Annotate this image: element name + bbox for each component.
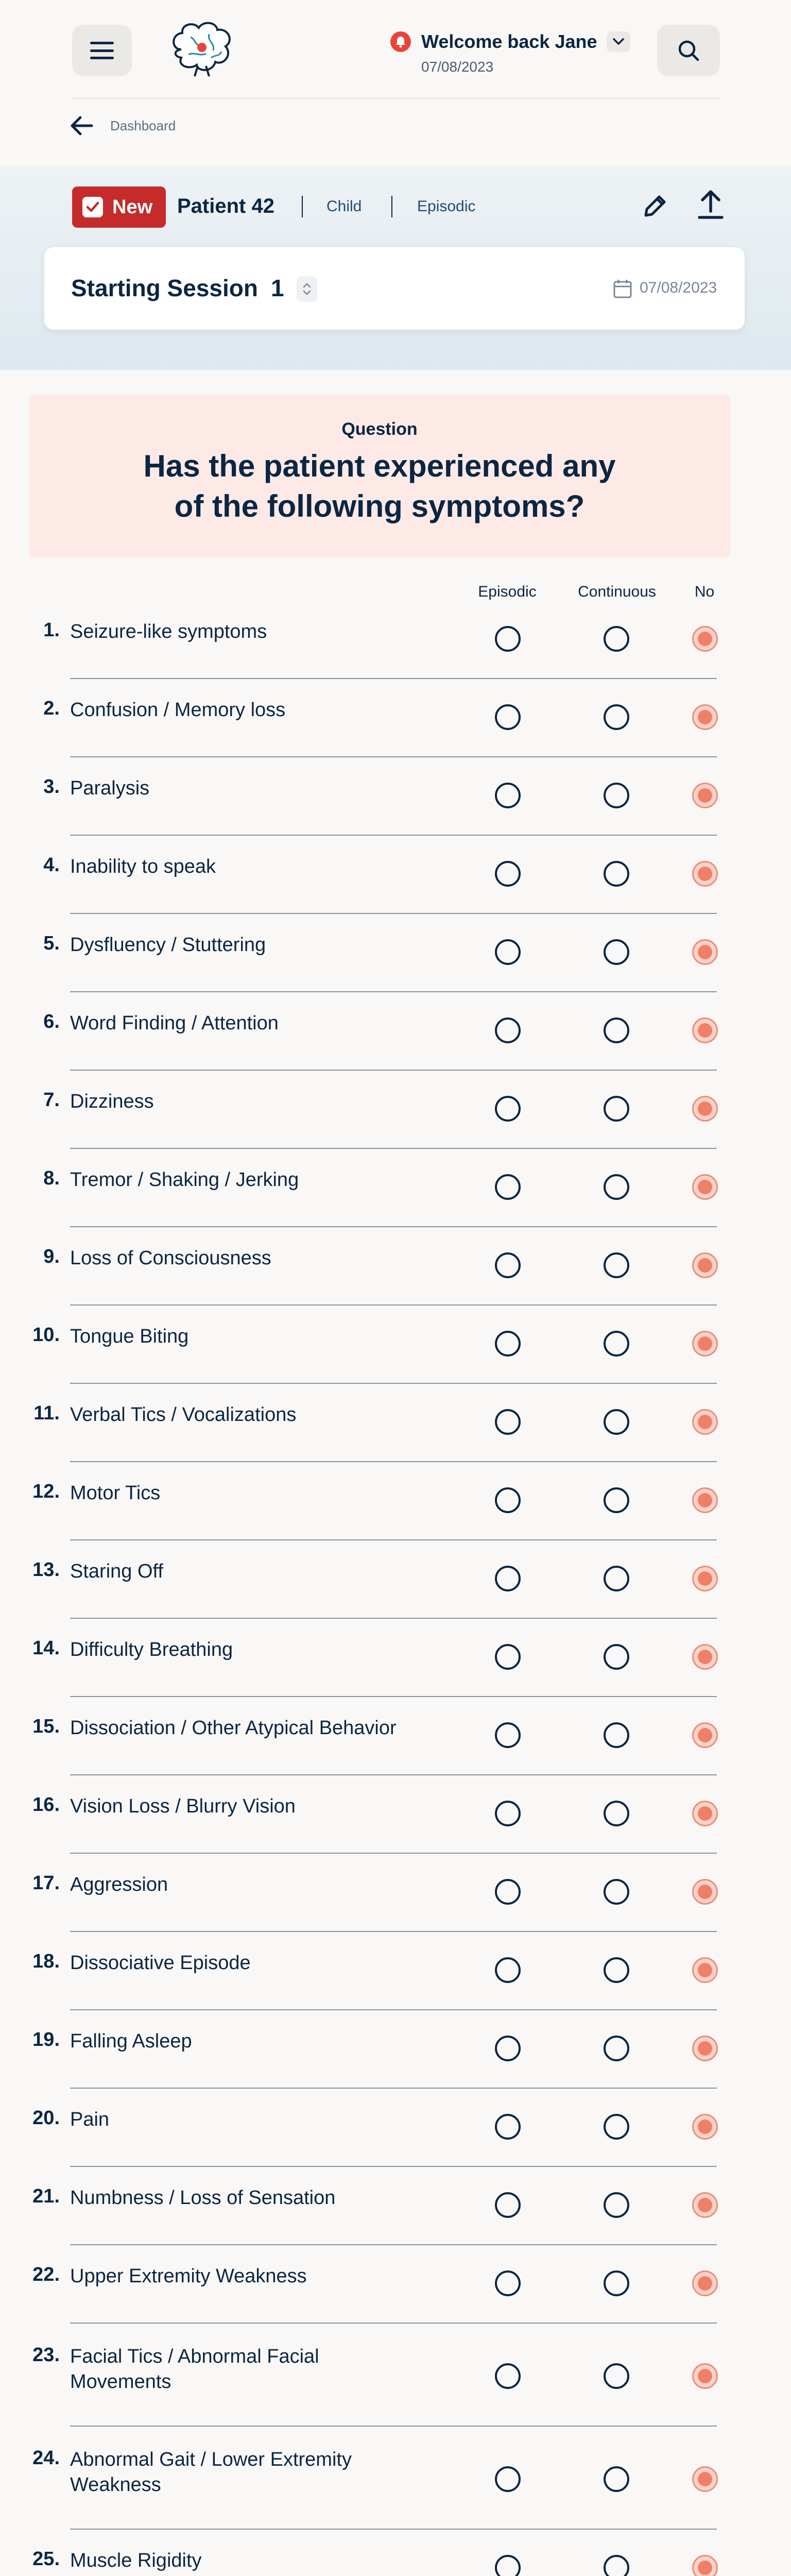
breadcrumb[interactable]: [69, 112, 176, 139]
radio-continuous[interactable]: [604, 2466, 629, 2492]
symptom-row: [0, 1775, 791, 1854]
symptom-row: [0, 1854, 791, 1932]
radio-continuous[interactable]: [604, 2114, 629, 2140]
session-title: Starting Session: [71, 275, 258, 301]
radio-episodic[interactable]: [495, 626, 521, 652]
radio-no[interactable]: [692, 1566, 718, 1591]
symptom-label: Word Finding / Attention: [70, 1012, 279, 1034]
radio-no[interactable]: [692, 1644, 718, 1670]
radio-no[interactable]: [692, 2270, 718, 2296]
symptom-number: 2.: [43, 698, 60, 719]
checkbox-icon: [82, 197, 103, 217]
radio-continuous[interactable]: [604, 783, 629, 808]
symptom-row: [0, 836, 791, 914]
radio-episodic[interactable]: [495, 1174, 521, 1200]
symptom-label: Staring Off: [70, 1561, 163, 1582]
radio-episodic[interactable]: [495, 2270, 521, 2296]
symptom-row: [0, 1149, 791, 1227]
symptom-number: 18.: [32, 1951, 60, 1972]
symptom-number: 8.: [43, 1167, 60, 1189]
radio-no[interactable]: [692, 1879, 718, 1905]
radio-continuous[interactable]: [604, 1252, 629, 1278]
symptom-label: Paralysis: [70, 777, 150, 799]
radio-no[interactable]: [692, 2114, 718, 2140]
symptom-label: Falling Asleep: [70, 2030, 192, 2052]
symptom-row: [0, 1619, 791, 1697]
radio-no[interactable]: [692, 1487, 718, 1513]
radio-no[interactable]: [692, 861, 718, 887]
radio-episodic[interactable]: [495, 2192, 521, 2218]
symptom-number: 9.: [43, 1246, 60, 1267]
radio-no[interactable]: [692, 1722, 718, 1748]
symptom-number: 1.: [43, 619, 60, 641]
symptom-label: Confusion / Memory loss: [70, 699, 286, 721]
symptom-label: Muscle Rigidity: [70, 2550, 202, 2571]
calendar-icon: [613, 278, 632, 299]
symptom-label: Difficulty Breathing: [70, 1639, 233, 1660]
radio-no[interactable]: [692, 1018, 718, 1043]
symptom-number: 4.: [43, 854, 60, 876]
radio-episodic[interactable]: [495, 1722, 521, 1748]
symptom-row: [0, 601, 791, 679]
symptom-number: 23.: [32, 2344, 60, 2366]
welcome-text: Welcome back Jane: [421, 31, 597, 52]
symptom-number: 22.: [32, 2264, 60, 2285]
pencil-icon[interactable]: [641, 192, 669, 221]
radio-no[interactable]: [692, 783, 718, 808]
header-date: 07/08/2023: [421, 59, 494, 75]
symptom-row: [0, 2324, 791, 2427]
column-header-continuous: Continuous: [578, 583, 656, 600]
symptom-label: Vision Loss / Blurry Vision: [70, 1795, 296, 1817]
upload-icon[interactable]: [696, 189, 725, 221]
session-card: [44, 247, 745, 330]
symptom-number: 13.: [32, 1559, 60, 1581]
column-header-no: No: [694, 583, 715, 600]
symptom-number: 21.: [32, 2185, 60, 2207]
symptom-label: Inability to speak: [70, 856, 216, 877]
radio-continuous[interactable]: [604, 704, 629, 730]
symptom-label: Tremor / Shaking / Jerking: [70, 1169, 299, 1191]
radio-no[interactable]: [692, 704, 718, 730]
radio-continuous[interactable]: [604, 2192, 629, 2218]
radio-no[interactable]: [692, 1957, 718, 1983]
brain-logo-icon[interactable]: [166, 19, 238, 80]
symptom-number: 10.: [32, 1324, 60, 1346]
search-icon: [677, 39, 700, 62]
symptom-label: Tongue Biting: [70, 1326, 189, 1347]
symptom-row: [0, 2089, 791, 2167]
user-menu[interactable]: [390, 31, 630, 53]
radio-episodic[interactable]: [495, 2036, 521, 2061]
symptom-row: [0, 914, 791, 992]
tag-separator: [302, 196, 303, 217]
radio-episodic[interactable]: [495, 939, 521, 965]
radio-continuous[interactable]: [604, 1722, 629, 1748]
patient-tag-age: Child: [326, 198, 362, 215]
radio-continuous[interactable]: [604, 1879, 629, 1905]
symptom-row: [0, 1306, 791, 1384]
arrow-left-icon[interactable]: [69, 112, 96, 139]
symptom-number: 25.: [32, 2548, 60, 2570]
radio-continuous[interactable]: [604, 1174, 629, 1200]
symptom-number: 15.: [32, 1716, 60, 1737]
menu-button[interactable]: [72, 25, 132, 76]
symptom-label: Dizziness: [70, 1091, 154, 1112]
symptom-row: [0, 2530, 791, 2576]
hamburger-icon: [90, 42, 114, 59]
column-header-episodic: Episodic: [478, 583, 537, 600]
radio-continuous[interactable]: [604, 1801, 629, 1826]
radio-continuous[interactable]: [604, 1566, 629, 1591]
session-number: 1: [271, 275, 284, 301]
symptom-number: 16.: [32, 1794, 60, 1816]
radio-continuous[interactable]: [604, 2036, 629, 2061]
symptom-row: [0, 2427, 791, 2530]
symptom-row: [0, 757, 791, 836]
radio-continuous[interactable]: [604, 1644, 629, 1670]
radio-continuous[interactable]: [604, 2363, 629, 2389]
symptom-number: 24.: [32, 2447, 60, 2469]
search-button[interactable]: [657, 25, 720, 76]
symptom-label: Numbness / Loss of Sensation: [70, 2187, 336, 2209]
radio-episodic[interactable]: [495, 1331, 521, 1357]
radio-continuous[interactable]: [604, 2555, 629, 2576]
question-kicker: Question: [341, 419, 418, 439]
symptom-label: Loss of Consciousness: [70, 1247, 271, 1269]
radio-episodic[interactable]: [495, 861, 521, 887]
symptom-row: [0, 1384, 791, 1462]
symptom-row: [0, 2167, 791, 2245]
symptom-row: [0, 1540, 791, 1619]
radio-no[interactable]: [692, 2555, 718, 2576]
radio-episodic[interactable]: [495, 2555, 521, 2576]
symptom-number: 7.: [43, 1089, 60, 1111]
radio-continuous[interactable]: [604, 2270, 629, 2296]
patient-tag-type: Episodic: [417, 198, 476, 215]
radio-continuous[interactable]: [604, 939, 629, 965]
symptom-number: 5.: [43, 933, 60, 954]
radio-continuous[interactable]: [604, 626, 629, 652]
radio-continuous[interactable]: [604, 1957, 629, 1983]
radio-continuous[interactable]: [604, 1409, 629, 1435]
radio-continuous[interactable]: [604, 1331, 629, 1357]
symptom-row: [0, 679, 791, 757]
symptom-number: 20.: [32, 2107, 60, 2129]
radio-episodic[interactable]: [495, 2466, 521, 2492]
session-date: 07/08/2023: [640, 279, 717, 296]
symptom-row: [0, 992, 791, 1071]
back-link-label[interactable]: Dashboard: [110, 117, 176, 133]
symptom-number: 19.: [32, 2029, 60, 2050]
symptom-number: 3.: [43, 776, 60, 798]
symptom-number: 12.: [32, 1481, 60, 1502]
question-text: Has the patient experienced any of the following symptoms?: [143, 449, 616, 523]
radio-episodic[interactable]: [495, 1018, 521, 1043]
patient-name: Patient 42: [177, 195, 274, 217]
radio-episodic[interactable]: [495, 2114, 521, 2140]
radio-no[interactable]: [692, 1096, 718, 1122]
symptom-row: [0, 2010, 791, 2089]
radio-no[interactable]: [692, 1801, 718, 1826]
symptom-label: Seizure-like symptoms: [70, 621, 267, 642]
radio-no[interactable]: [692, 1174, 718, 1200]
radio-continuous[interactable]: [604, 1487, 629, 1513]
radio-no[interactable]: [692, 2036, 718, 2061]
question-box: [29, 395, 730, 557]
symptom-row: [0, 1697, 791, 1775]
symptom-number: 11.: [33, 1402, 60, 1424]
top-bar: [0, 0, 791, 98]
symptom-number: 6.: [43, 1011, 60, 1032]
radio-episodic[interactable]: [495, 1487, 521, 1513]
radio-episodic[interactable]: [495, 1409, 521, 1435]
symptom-number: 17.: [32, 1872, 60, 1894]
radio-no[interactable]: [692, 1331, 718, 1357]
symptom-row: [0, 1071, 791, 1149]
radio-episodic[interactable]: [495, 704, 521, 730]
radio-episodic[interactable]: [495, 783, 521, 808]
symptom-number: 14.: [32, 1637, 60, 1659]
symptom-label: Motor Tics: [70, 1482, 161, 1504]
radio-episodic[interactable]: [495, 2363, 521, 2389]
symptom-label: Verbal Tics / Vocalizations: [70, 1404, 297, 1426]
radio-episodic[interactable]: [495, 1879, 521, 1905]
symptom-label: Dysfluency / Stuttering: [70, 934, 266, 956]
radio-episodic[interactable]: [495, 1801, 521, 1826]
radio-no[interactable]: [692, 1409, 718, 1435]
radio-episodic[interactable]: [495, 1644, 521, 1670]
symptom-row: [0, 1932, 791, 2010]
session-stepper-icon[interactable]: [297, 276, 317, 302]
radio-continuous[interactable]: [604, 1018, 629, 1043]
symptom-row: [0, 1227, 791, 1306]
symptom-label: Facial Tics / Abnormal Facial Movements: [70, 2346, 319, 2393]
symptom-label: Abnormal Gait / Lower Extremity Weakness: [70, 2449, 352, 2496]
radio-no[interactable]: [692, 939, 718, 965]
symptom-row: [0, 2245, 791, 2324]
symptom-label: Upper Extremity Weakness: [70, 2265, 307, 2287]
radio-episodic[interactable]: [495, 1566, 521, 1591]
radio-continuous[interactable]: [604, 1096, 629, 1122]
symptom-label: Dissociation / Other Atypical Behavior: [70, 1717, 397, 1739]
badge-label: New: [112, 196, 153, 218]
radio-no[interactable]: [692, 2466, 718, 2492]
symptom-row: [0, 1462, 791, 1540]
chevron-down-icon[interactable]: [607, 31, 630, 52]
radio-no[interactable]: [692, 1252, 718, 1278]
radio-no[interactable]: [692, 2192, 718, 2218]
bell-icon[interactable]: [390, 31, 411, 52]
radio-episodic[interactable]: [495, 1096, 521, 1122]
symptom-label: Dissociative Episode: [70, 1952, 251, 1974]
radio-episodic[interactable]: [495, 1957, 521, 1983]
radio-continuous[interactable]: [604, 861, 629, 887]
radio-no[interactable]: [692, 626, 718, 652]
tag-separator: [391, 196, 392, 217]
radio-episodic[interactable]: [495, 1252, 521, 1278]
symptom-label: Pain: [70, 2109, 110, 2130]
new-badge: [72, 187, 166, 228]
radio-no[interactable]: [692, 2363, 718, 2389]
header-divider: [72, 98, 720, 99]
symptom-label: Aggression: [70, 1874, 168, 1895]
